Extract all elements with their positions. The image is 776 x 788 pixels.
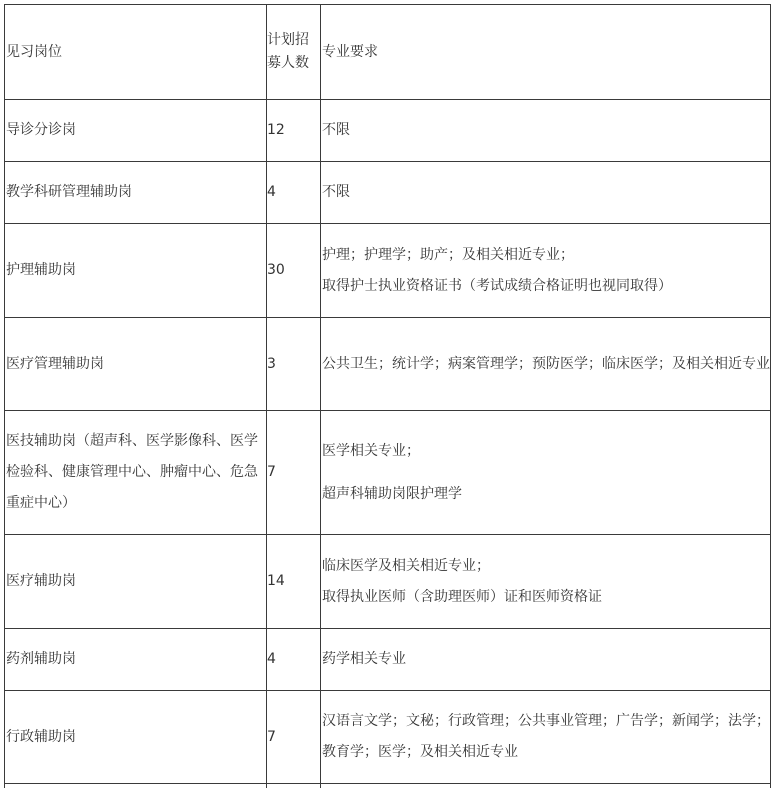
table-row (5, 162, 771, 224)
cell-empty (5, 784, 267, 788)
requirement-line: 临床医学及相关相近专业； (322, 557, 490, 574)
cell-position: 药剂辅助岗 (5, 629, 267, 691)
requirement-line: 不限 (322, 184, 350, 200)
header-planned-count-line2: 募人数 (267, 55, 309, 71)
requirement-line: 汉语言文学；文秘；行政管理；公共事业管理；广告学；新闻学；法学；教育学；医学；及相关相近专业 (322, 713, 770, 760)
cell-count: 14 (267, 535, 321, 629)
cell-position: 医疗管理辅助岗 (5, 318, 267, 411)
cell-position: 医疗辅助岗 (5, 535, 267, 629)
cell-requirement (321, 691, 771, 784)
cell-empty (267, 784, 321, 788)
cell-position: 护理辅助岗 (5, 224, 267, 318)
requirement-line: 取得护士执业资格证书（考试成绩合格证明也视同取得） (322, 277, 672, 294)
table-row (5, 629, 771, 691)
header-planned-count (267, 5, 321, 100)
table-row (5, 691, 771, 784)
cell-position: 教学科研管理辅助岗 (5, 162, 267, 224)
header-planned-count-line1: 计划招 (267, 32, 309, 48)
table-header-row (5, 5, 771, 100)
table-row (5, 100, 771, 162)
cell-position: 导诊分诊岗 (5, 100, 267, 162)
requirement-line: 药学相关专业 (322, 651, 406, 667)
cell-requirement (321, 629, 771, 691)
cell-requirement (321, 100, 771, 162)
header-position: 见习岗位 (5, 5, 267, 100)
cell-requirement (321, 224, 771, 318)
cell-count: 12 (267, 100, 321, 162)
cell-count: 3 (267, 318, 321, 411)
cell-empty (321, 784, 771, 788)
cell-count: 4 (267, 162, 321, 224)
cell-requirement (321, 411, 771, 535)
table-row (5, 318, 771, 411)
cell-count: 7 (267, 411, 321, 535)
table-row (5, 535, 771, 629)
table-row-partial (5, 784, 771, 788)
table-row (5, 411, 771, 535)
cell-count: 4 (267, 629, 321, 691)
cell-count: 30 (267, 224, 321, 318)
requirement-line: 超声科辅助岗限护理学 (322, 485, 462, 502)
requirement-line: 公共卫生；统计学；病案管理学；预防医学；临床医学；及相关相近专业 (322, 355, 770, 372)
header-requirement: 专业要求 (321, 5, 771, 100)
recruitment-table (4, 4, 771, 788)
cell-requirement (321, 535, 771, 629)
requirement-line: 护理；护理学；助产；及相关相近专业； (322, 246, 574, 263)
cell-position: 医技辅助岗（超声科、医学影像科、医学检验科、健康管理中心、肿瘤中心、危急重症中心） (5, 411, 267, 535)
cell-count: 7 (267, 691, 321, 784)
requirement-line: 取得执业医师（含助理医师）证和医师资格证 (322, 588, 602, 605)
cell-position: 行政辅助岗 (5, 691, 267, 784)
cell-requirement (321, 162, 771, 224)
table-row (5, 224, 771, 318)
requirement-line: 医学相关专业； (322, 442, 420, 459)
cell-requirement (321, 318, 771, 411)
requirement-line: 不限 (322, 122, 350, 138)
